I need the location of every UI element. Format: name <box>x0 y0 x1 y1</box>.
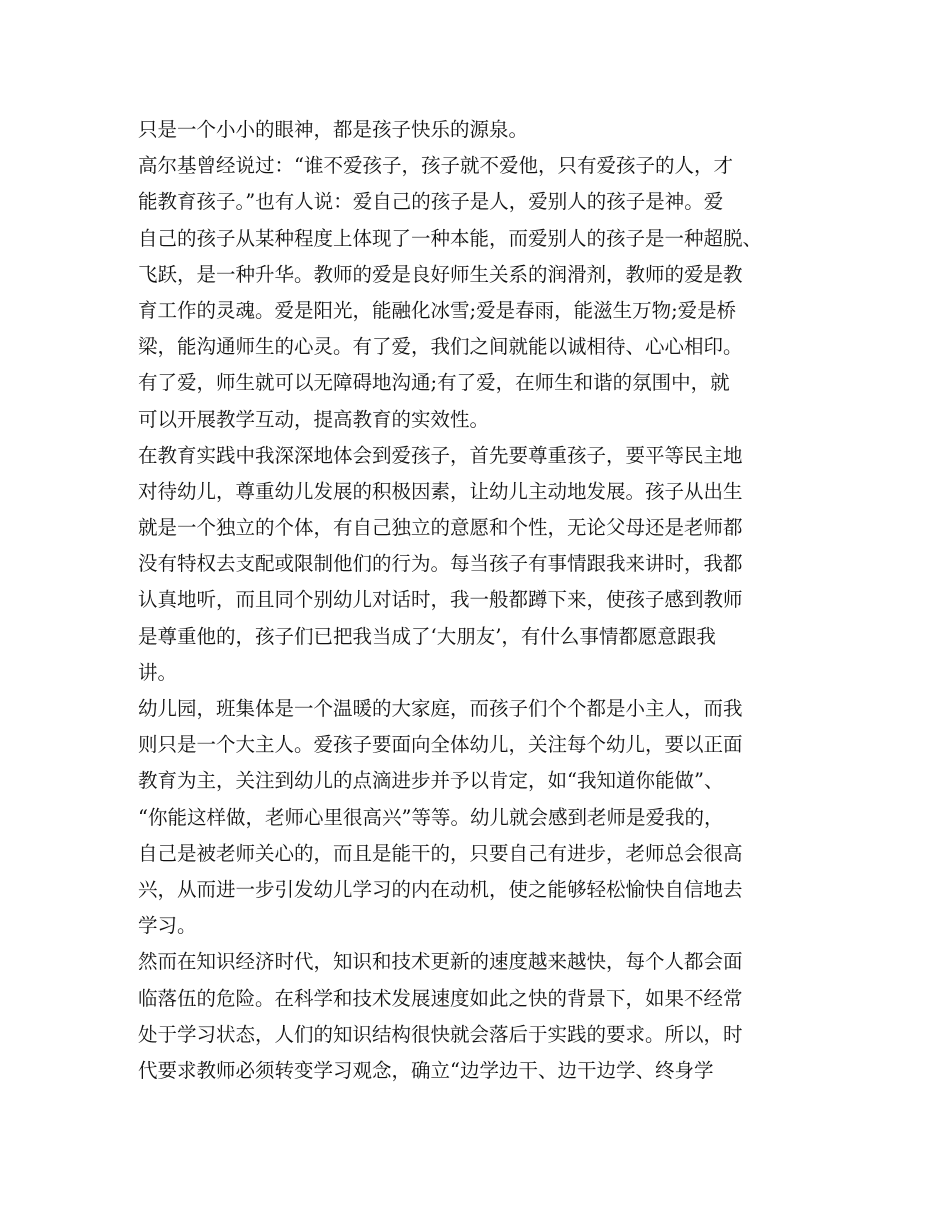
text-line-21: 自己是被老师关心的，而且是能干的，只要自己有进步，老师总会很高 <box>138 841 743 865</box>
text-line-6: 育工作的灵魂。爱是阳光，能融化冰雪;爱是春雨，能滋生万物;爱是桥 <box>138 298 737 322</box>
text-line-15: 是尊重他的，孩子们已把我当成了‘大朋友’，有什么事情都愿意跟我 <box>138 624 716 648</box>
text-line-11: 对待幼儿，尊重幼儿发展的积极因素，让幼儿主动地发展。孩子从出生 <box>138 479 743 503</box>
text-line-26: 处于学习状态，人们的知识结构很快就会落后于实践的要求。所以，时 <box>138 1022 743 1046</box>
text-line-5: 飞跃，是一种升华。教师的爱是良好师生关系的润滑剂，教师的爱是教 <box>138 262 743 286</box>
text-line-12: 就是一个独立的个体，有自己独立的意愿和个性，无论父母还是老师都 <box>138 516 743 540</box>
text-line-16: 讲。 <box>138 660 178 684</box>
text-line-23: 学习。 <box>138 914 197 938</box>
text-line-14: 认真地听，而且同个别幼儿对话时，我一般都蹲下来，使孩子感到教师 <box>138 588 743 612</box>
text-line-19: 教育为主，关注到幼儿的点滴进步并予以肯定，如“我知道你能做”、 <box>138 769 724 793</box>
text-line-20: “你能这样做，老师心里很高兴”等等。幼儿就会感到老师是爱我的， <box>138 805 724 829</box>
text-line-9: 可以开展教学互动，提高教育的实效性。 <box>138 407 490 431</box>
document-page <box>138 112 818 1089</box>
text-line-8: 有了爱，师生就可以无障碍地沟通;有了爱，在师生和谐的氛围中，就 <box>138 371 730 395</box>
text-line-7: 梁，能沟通师生的心灵。有了爱，我们之间就能以诚相待、心心相印。 <box>138 335 743 359</box>
text-line-17: 幼儿园，班集体是一个温暖的大家庭，而孩子们个个都是小主人，而我 <box>138 697 743 720</box>
text-line-13: 没有特权去支配或限制他们的行为。每当孩子有事情跟我来讲时，我都 <box>138 552 743 576</box>
text-line-22: 兴，从而进一步引发幼儿学习的内在动机，使之能够轻松愉快自信地去 <box>138 877 743 901</box>
text-line-25: 临落伍的危险。在科学和技术发展速度如此之快的背景下，如果不经常 <box>138 986 743 1010</box>
text-line-27: 代要求教师必须转变学习观念，确立“边学边干、边干边学、终身学 <box>138 1058 714 1082</box>
text-line-24: 然而在知识经济时代，知识和技术更新的速度越来越快，每个人都会面 <box>138 950 743 974</box>
text-line-4: 自己的孩子从某种程度上体现了一种本能，而爱别人的孩子是一种超脱、 <box>138 226 763 250</box>
text-line-18: 则只是一个大主人。爱孩子要面向全体幼儿，关注每个幼儿，要以正面 <box>138 733 743 757</box>
text-line-3: 能教育孩子。”也有人说：爱自己的孩子是人，爱别人的孩子是神。爱 <box>138 190 724 214</box>
text-line-1: 只是一个小小的眼神，都是孩子快乐的源泉。 <box>138 118 529 141</box>
text-line-10: 在教育实践中我深深地体会到爱孩子，首先要尊重孩子，要平等民主地 <box>138 443 743 467</box>
text-line-2: 高尔基曾经说过：“谁不爱孩子，孩子就不爱他，只有爱孩子的人，才 <box>138 154 733 178</box>
